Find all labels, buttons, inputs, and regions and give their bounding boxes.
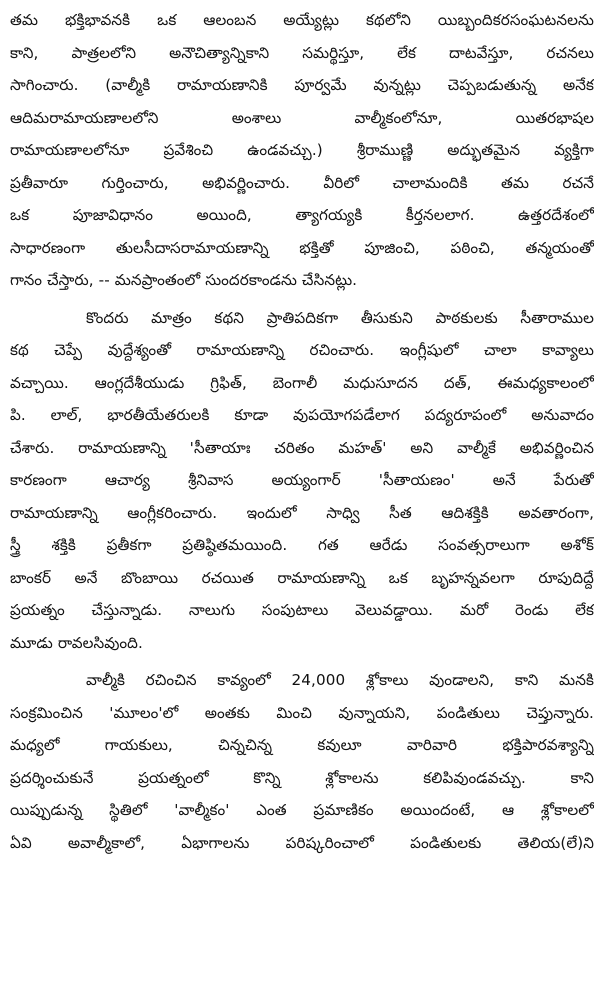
text-line: వాల్మీకి రచించిన కావ్యంలో 24,000 శ్లోకాలు వుండాలని, కాని మనకి [86,671,594,689]
text-line: కారణంగా ఆచార్య శ్రీనివాస అయ్యంగార్ 'సీతాయణం' అనే పేరుతో [10,471,594,489]
text-line: మూడు రావలసివుంది. [10,633,143,652]
paragraph-2 [10,302,594,660]
text-line: సాగించారు. (వాల్మీకి రామాయణానికి పూర్వమే వున్నట్లు చెప్పబడుతున్న అనేక [10,76,594,94]
paragraph-3 [10,664,594,859]
text-line: సంక్రమించిన 'మూలం'లో అంతకు మించి వున్నాయని, పండితులు చెప్తున్నారు. [10,703,594,722]
text-line: గానం చేస్తారు, -- మనప్రాంతంలో సుందరకాండను చేసినట్లు. [10,271,358,289]
paragraph-1 [10,4,594,297]
text-line: వచ్చాయి. ఆంగ్లదేశీయుడు గ్రిఫిత్, బెంగాలీ మధుసూదన దత్, ఈమధ్యకాలంలో [10,373,594,392]
text-line: సాధారణంగా తులసీదాసరామాయణాన్ని భక్తితో పూజించి, పఠించి, తన్మయంతో [10,238,594,257]
text-line: ప్రదర్శించుకునే ప్రయత్నంలో కొన్ని శ్లోకాలను కలిపివుండవచ్చు. కాని [10,768,594,787]
text-line: చేశారు. రామాయణాన్ని 'సీతాయాః చరితం మహత్' అని వాల్మీకే అభివర్ణించిన [10,438,594,457]
text-line: కథ చెప్పే వుద్దేశ్యంతో రామాయణాన్ని రచించారు. ఇంగ్లీషులో చాలా కావ్యాలు [10,341,594,359]
text-line: బాంకర్ అనే బొంబాయి రచయిత రామాయణాన్ని ఒక బృహన్నవలగా రూపుదిద్దే [10,568,594,587]
text-line: మధ్యలో గాయకులు, చిన్నచిన్న కవులూ వారివారి భక్తిపారవశ్యాన్ని [10,736,594,754]
text-line: ఏవి అవాల్మీకాలో, ఏభాగాలను పరిష్కరించాలో పండితులకు తెలియ(లే)ని [10,833,594,852]
text-line: ఒక పూజావిధానం అయింది, త్యాగయ్యకి కీర్తనలలాగ. ఉత్తరదేశంలో [10,206,594,224]
text-line: స్త్రీ శక్తికి ప్రతీకగా ప్రతిష్ఠితమయింది. గత ఆరేడు సంవత్సరాలుగా అశోక్ [10,536,594,554]
text-line: కాని, పాత్రలలోని అనౌచిత్యాన్నికాని సమర్థిస్తూ, లేక దాటవేస్తూ, రచనలు [10,43,594,62]
text-line: రామాయణాన్ని ఆంగ్లీకరించారు. ఇందులో సాధ్వి సీత ఆదిశక్తికి అవతారంగా, [10,503,594,522]
text-line: ఆదిమరామాయణాలలోని అంశాలు వాల్మీకంలోనూ, యితరభాషల [10,108,594,127]
text-line: రామాయణాలలోనూ ప్రవేశించి ఉండవచ్చు.) శ్రీరాముణ్ణి అద్భుతమైన వ్యక్తిగా [10,141,594,159]
text-line: తమ భక్తిభావనకి ఒక ఆలంబన అయ్యేట్లు కథలోని యిబ్బందికరసంఘటనలను [10,11,594,29]
text-line: ప్రయత్నం చేస్తున్నాడు. నాలుగు సంపుటాలు వెలువడ్డాయి. మరో రెండు లేక [10,601,594,619]
text-line: యిప్పుడున్న స్థితిలో 'వాల్మీకం' ఎంత ప్రమాణికం అయిందంటే, ఆ శ్లోకాలలో [10,801,594,819]
text-line: ప్రతీవారూ గుర్తించారు, అభివర్ణించారు. వీరిలో చాలామందికి తమ రచనే [10,173,594,192]
text-line: కొందరు మాత్రం కథని ప్రాతిపదికగా తీసుకుని పాఠకులకు సీతారాముల [86,308,594,327]
text-line: పి. లాల్, భారతీయేతరులకి కూడా వుపయోగపడేలాగ పద్యరూపంలో అనువాదం [10,406,594,424]
